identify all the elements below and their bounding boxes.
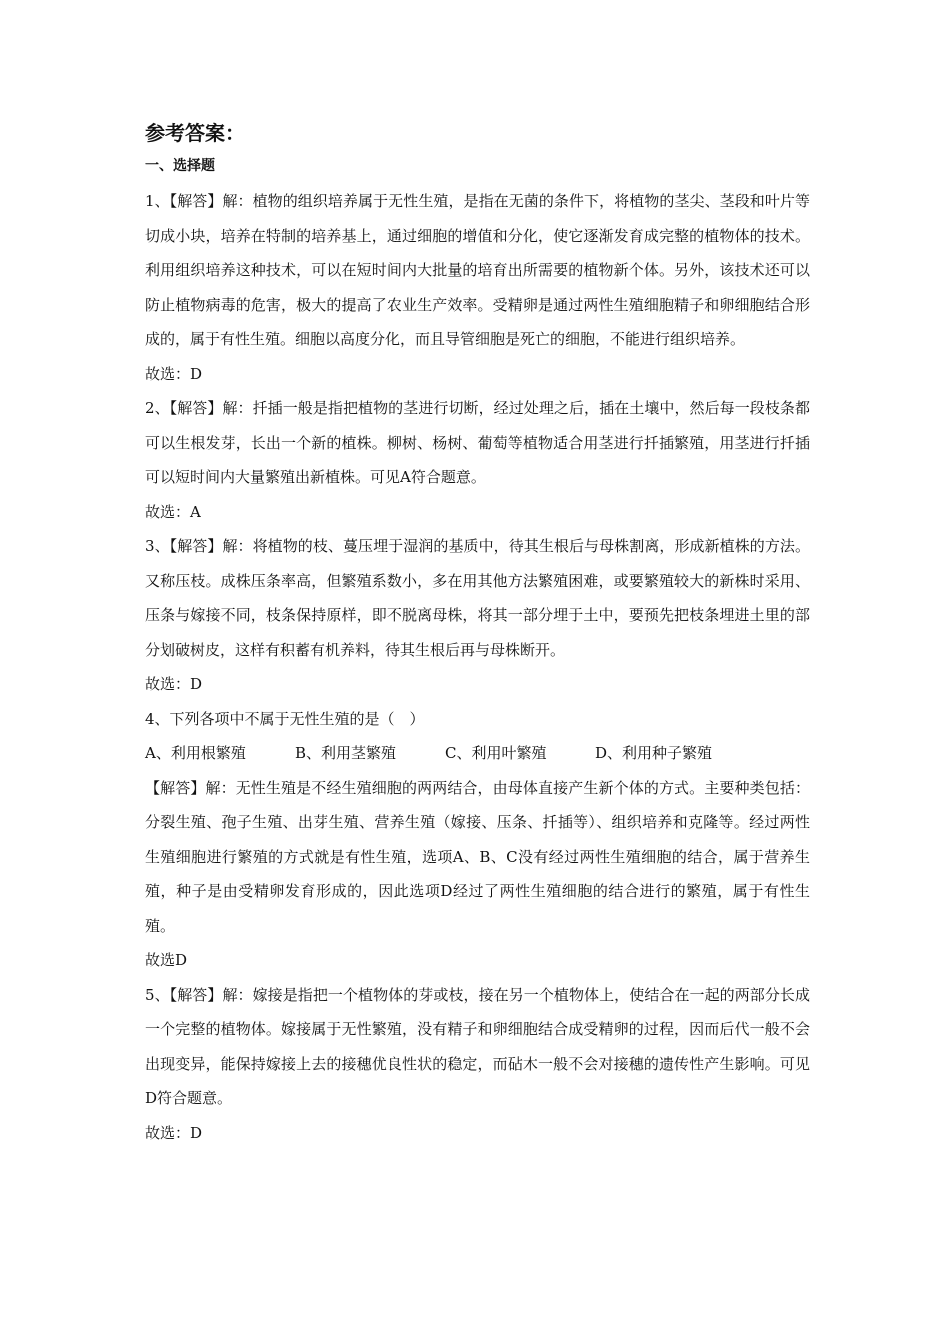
q4-question: 4、下列各项中不属于无性生殖的是（ ） (145, 709, 425, 728)
q1-answer: 故选：D (145, 364, 203, 383)
option-c: C、利用叶繁殖 (445, 744, 547, 762)
q4-options (145, 736, 810, 771)
section-heading: 一、选择题 (145, 158, 215, 174)
q3-answer: 故选：D (145, 675, 203, 693)
option-b: B、利用茎繁殖 (295, 744, 397, 762)
option-d: D、利用种子繁殖 (595, 744, 713, 762)
q5-answer: 故选：D (145, 1123, 203, 1142)
page-title: 参考答案： (145, 121, 245, 145)
q5-explanation: 5、【解答】解：嫁接是指把一个植物体的芽或枝，接在另一个植物体上，使结合在一起的两部分长成一个完整的植物体。嫁接属于无性繁殖，没有精子和卵细胞结合成受精卵的过程，因而后代一般不会出现变异，能保持嫁接上去的接穗优良性状的稳定，而砧木一般不会对接穗的遗传性产生影响。可见D符合题意。 (145, 985, 810, 1107)
answer-page (145, 118, 810, 1150)
q4-answer: 故选D (145, 951, 188, 969)
q3-explanation: 3、【解答】解：将植物的枝、蔓压埋于湿润的基质中，待其生根后与母株割离，形成新植株的方法。又称压枝。成株压条率高，但繁殖系数小，多在用其他方法繁殖困难，或要繁殖较大的新株时采用、压条与嫁接不同，枝条保持原样，即不脱离母株，将其一部分埋于土中，要预先把枝条埋进土里的部分划破树皮，这样有积蓄有机养料，待其生根后再与母株断开。 (145, 537, 810, 659)
q4-explanation: 【解答】解：无性生殖是不经生殖细胞的两两结合，由母体直接产生新个体的方式。主要种类包括：分裂生殖、孢子生殖、出芽生殖、营养生殖（嫁接、压条、扦插等）、组织培养和克隆等。经过两性生殖细胞进行繁殖的方式就是有性生殖，选项A、B、C没有经过两性生殖细胞的结合，属于营养生殖，种子是由受精卵发育形成的，因此选项D经过了两性生殖细胞的结合进行的繁殖，属于有性生殖。 (145, 778, 810, 935)
q2-answer: 故选：A (145, 502, 201, 521)
q1-explanation: 1、【解答】解：植物的组织培养属于无性生殖，是指在无菌的条件下，将植物的茎尖、茎段和叶片等切成小块，培养在特制的培养基上，通过细胞的增值和分化，使它逐渐发育成完整的植物体的技术。利用组织培养这种技术，可以在短时间内大批量的培育出所需要的植物新个体。另外，该技术还可以防止植物病毒的危害，极大的提高了农业生产效率。受精卵是通过两性生殖细胞精子和卵细胞结合形成的，属于有性生殖。细胞以高度分化，而且导管细胞是死亡的细胞，不能进行组织培养。 (145, 192, 810, 348)
option-a: A、利用根繁殖 (145, 744, 246, 762)
q2-explanation: 2、【解答】解：扦插一般是指把植物的茎进行切断，经过处理之后，插在土壤中，然后每一段枝条都可以生根发芽，长出一个新的植株。柳树、杨树、葡萄等植物适合用茎进行扦插繁殖，用茎进行扦插可以短时间内大量繁殖出新植株。可见A符合题意。 (145, 399, 810, 486)
